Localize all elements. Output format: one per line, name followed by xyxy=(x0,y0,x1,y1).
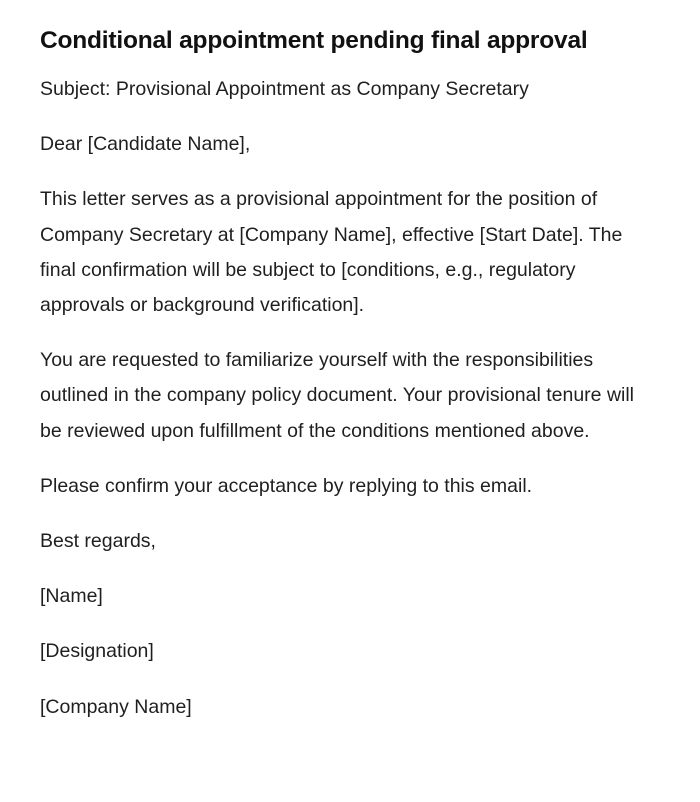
signature-name: [Name] xyxy=(40,585,103,608)
body-paragraph-responsibilities: You are requested to familiarize yourself with the responsibilities outlined in the company policy document. Your provisional tenure will be reviewed upon fulfillment of the conditions mentioned above. xyxy=(40,349,635,442)
signature-company: [Company Name] xyxy=(40,695,192,718)
closing: Best regards, xyxy=(40,530,156,553)
subject-line: Subject: Provisional Appointment as Company Secretary xyxy=(40,78,529,100)
body-paragraph-intro: This letter serves as a provisional appointment for the position of Company Secretary at [Company Name], effective [Start Date]. The final confirmation will be subject to [conditions, e.g., regulatory approvals or background verification]. xyxy=(40,188,623,317)
salutation: Dear [Candidate Name], xyxy=(40,133,251,156)
body-paragraph-confirm: Please confirm your acceptance by replying to this email. xyxy=(40,474,533,497)
signature-designation: [Designation] xyxy=(40,640,154,663)
document-title: Conditional appointment pending final approval xyxy=(40,27,588,54)
